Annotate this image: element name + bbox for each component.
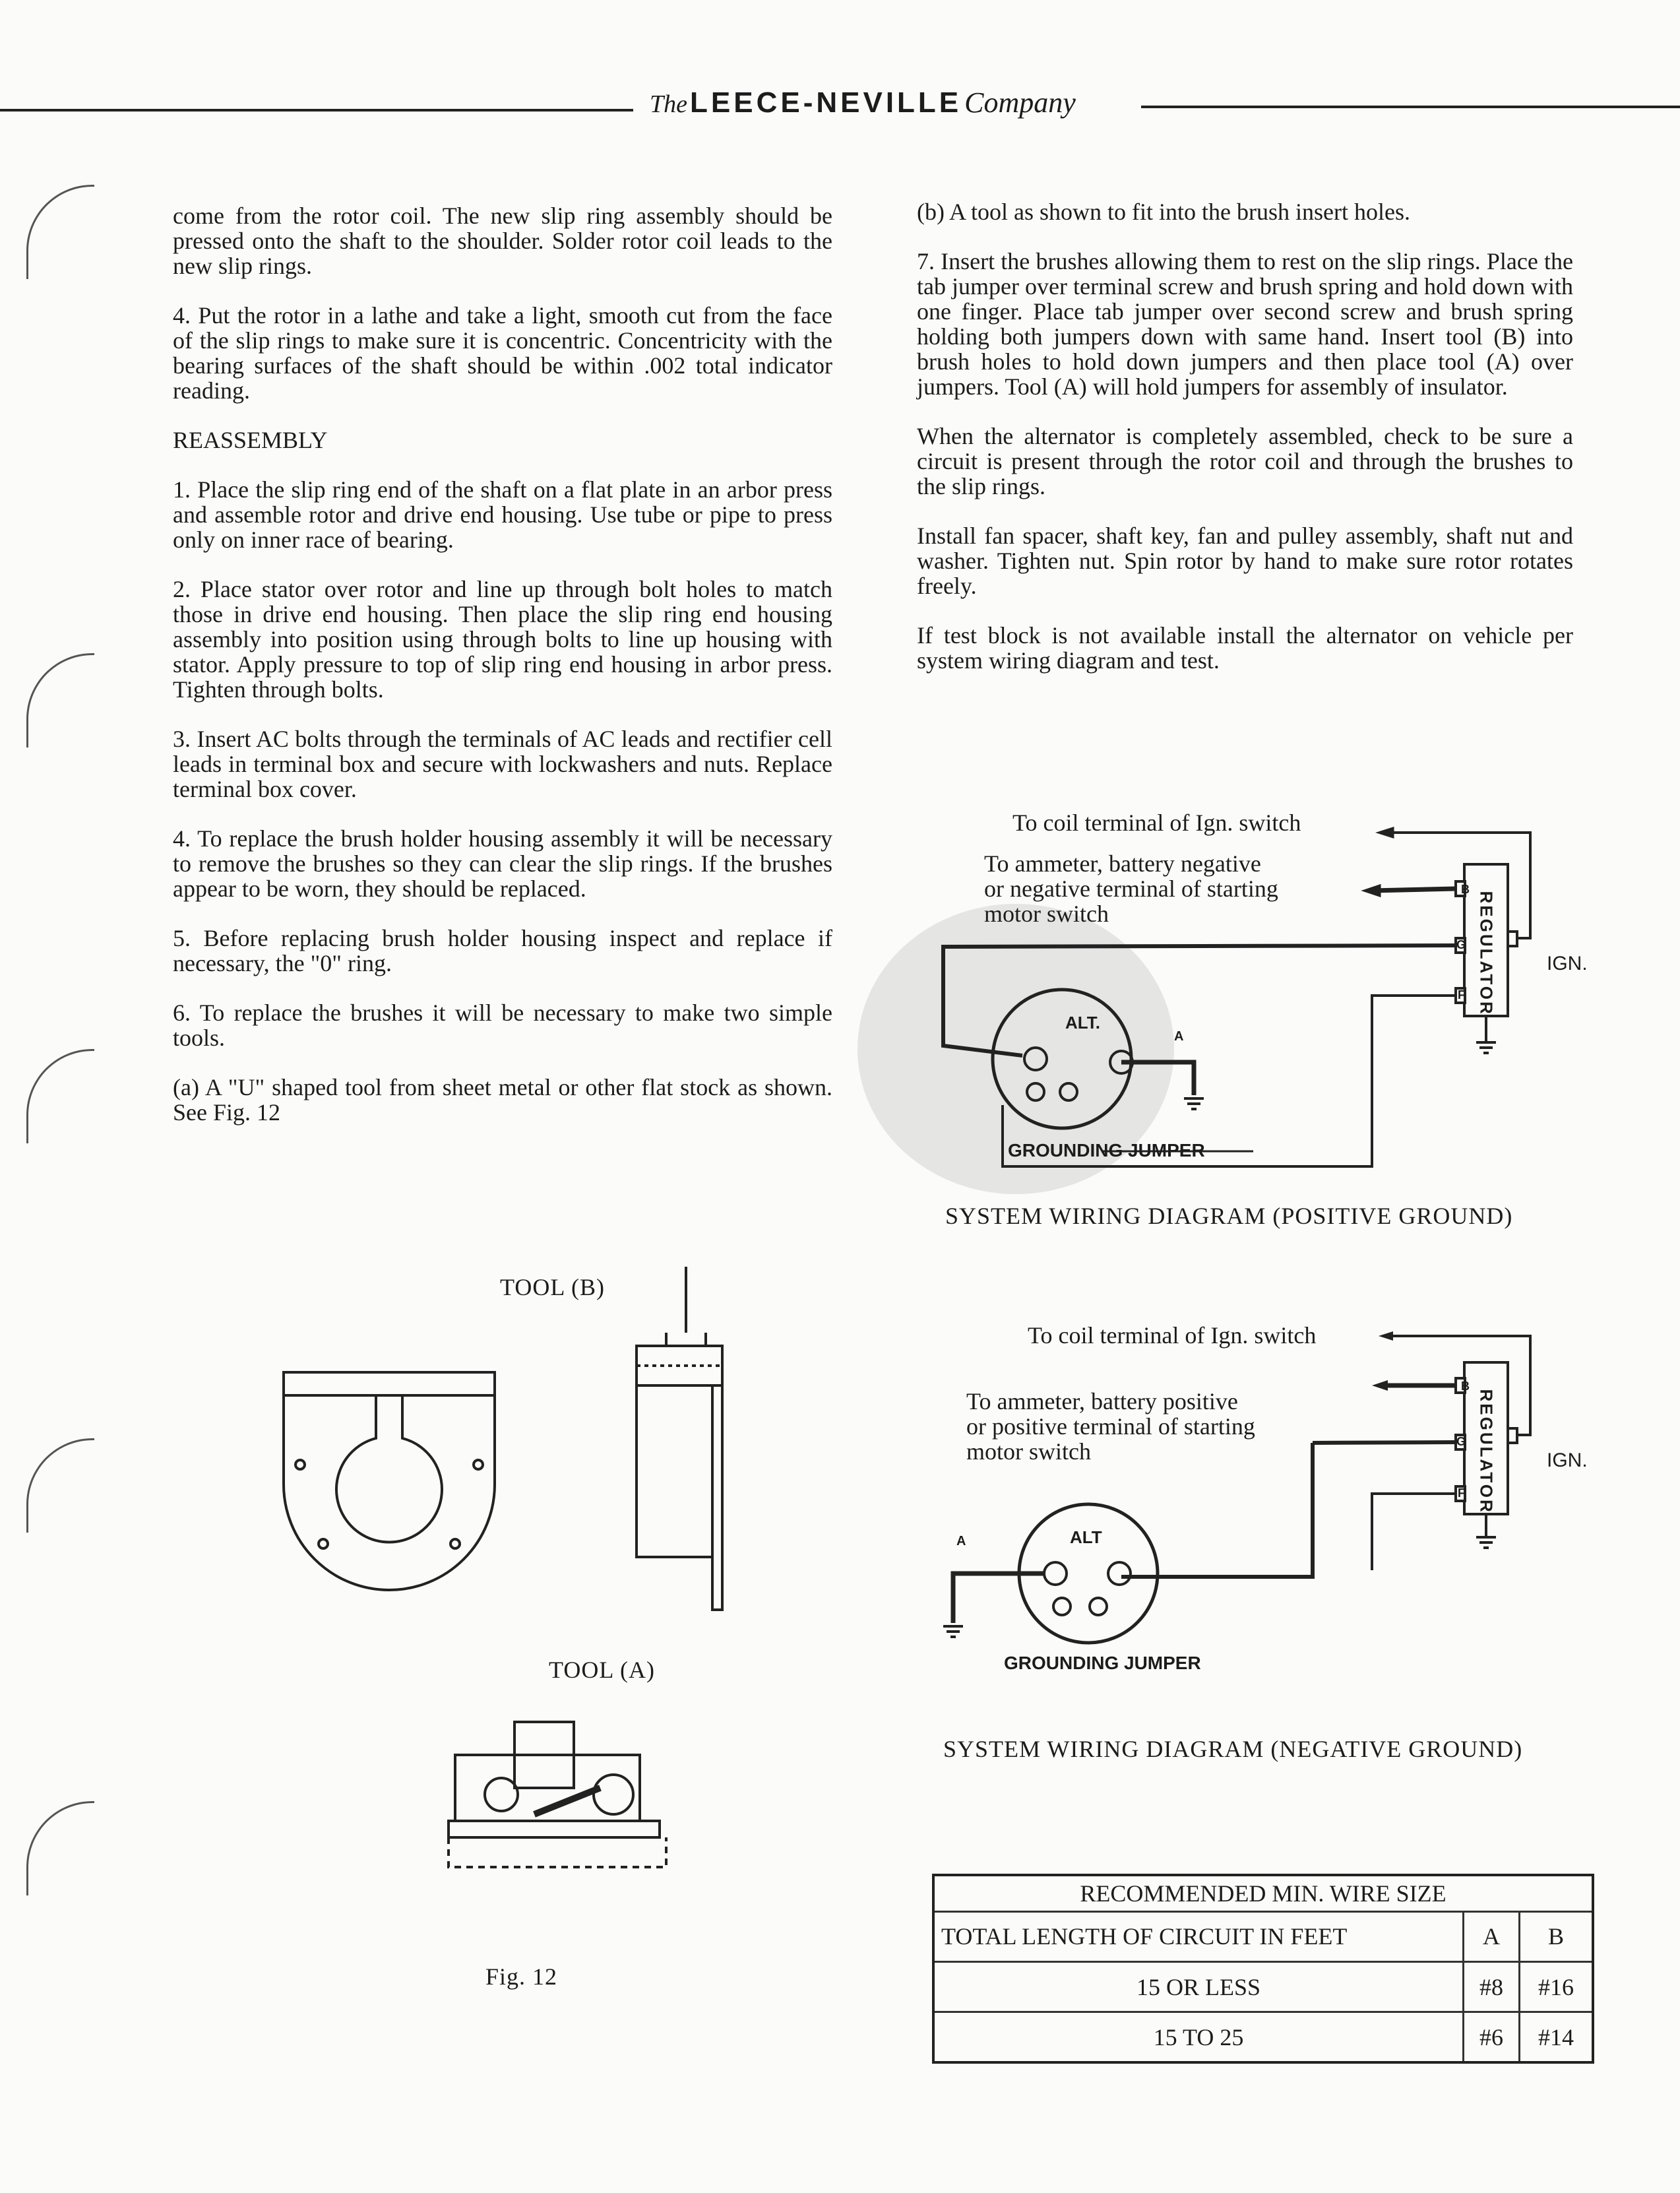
wiring-diagram-lines bbox=[923, 1310, 1609, 1679]
section-heading: REASSEMBLY bbox=[173, 427, 328, 453]
tool-b-drawing bbox=[627, 1254, 745, 1623]
terminal-g-label: G bbox=[1456, 938, 1466, 951]
ammeter-label-line1: To ammeter, battery negative bbox=[984, 850, 1261, 877]
alt-label: ALT bbox=[1070, 1527, 1102, 1547]
ammeter-label-line3: motor switch bbox=[966, 1438, 1091, 1465]
paragraph: 2. Place stator over rotor and line up through bolt holes to match those in drive end housing. Then place the slip ring end housing assembly into position using through bolts to line up housing with stator. Apply pressure to top of slip ring end housing in arbor press. Tighten through bolts. bbox=[173, 576, 832, 703]
binder-hole bbox=[26, 653, 94, 747]
table-cell-length: 15 TO 25 bbox=[933, 2012, 1464, 2062]
wiring-diagram-positive-ground bbox=[923, 792, 1609, 1201]
paragraph: 4. To replace the brush holder housing assembly it will be necessary to remove the brushes so they can clear the slip rings. If the brushes appear to be worn, they should be replaced. bbox=[173, 825, 832, 902]
tool-a-label: TOOL (A) bbox=[549, 1657, 655, 1683]
tool-b-label: TOOL (B) bbox=[500, 1274, 605, 1300]
header-rule-right bbox=[1141, 106, 1680, 108]
table-cell-length: 15 OR LESS bbox=[933, 1961, 1464, 2012]
table-cell-a: #6 bbox=[1464, 2012, 1520, 2062]
paragraph: come from the rotor coil. The new slip ring assembly should be pressed onto the shaft to the shoulder. Solder rotor coil leads to the new slip rings. bbox=[173, 203, 832, 279]
paragraph: (a) A "U" shaped tool from sheet metal or other flat stock as shown. See Fig. 12 bbox=[173, 1074, 832, 1126]
table-cell-b: #14 bbox=[1519, 2012, 1593, 2062]
terminal-b-label: B bbox=[1461, 1380, 1470, 1393]
binder-hole bbox=[26, 1801, 94, 1895]
terminal-g-label: G bbox=[1456, 1435, 1466, 1448]
table-header-b: B bbox=[1519, 1911, 1593, 1961]
ammeter-label-line3: motor switch bbox=[984, 901, 1109, 927]
regulator-label: REGULATOR bbox=[1476, 1389, 1497, 1514]
ammeter-label-line2: or positive terminal of starting bbox=[966, 1413, 1255, 1440]
header-rule-left bbox=[0, 109, 633, 111]
jumper-label: GROUNDING JUMPER bbox=[1008, 1140, 1205, 1160]
table-cell-a: #8 bbox=[1464, 1961, 1520, 2012]
regulator-label: REGULATOR bbox=[1476, 891, 1497, 1016]
table-row bbox=[933, 2012, 1593, 2062]
paragraph: 4. Put the rotor in a lathe and take a light, smooth cut from the face of the slip rings to make sure it is concentric. Concentricity with the bearing surfaces of the shaft should be within .002 total indicator reading. bbox=[173, 302, 832, 404]
tool-u-drawing bbox=[277, 1366, 501, 1616]
right-column bbox=[917, 199, 1573, 697]
ammeter-label-line1: To ammeter, battery positive bbox=[966, 1388, 1238, 1414]
positive-ground-caption: SYSTEM WIRING DIAGRAM (POSITIVE GROUND) bbox=[945, 1203, 1513, 1229]
header-company-name: LEECE-NEVILLE bbox=[690, 86, 962, 119]
table-header-a: A bbox=[1464, 1911, 1520, 1961]
binder-hole bbox=[26, 1049, 94, 1143]
paragraph: When the alternator is completely assembled, check to be sure a circuit is present through the rotor coil and through the brushes to the slip rings. bbox=[917, 423, 1573, 499]
paragraph: 1. Place the slip ring end of the shaft on a flat plate in an arbor press and assemble rotor and drive end housing. Use tube or pipe to press only on inner race of bearing. bbox=[173, 476, 832, 553]
binder-hole bbox=[26, 185, 94, 279]
terminal-a-label: A bbox=[1174, 1029, 1184, 1044]
ign-label: IGN. bbox=[1547, 953, 1588, 974]
coil-terminal-label: To coil terminal of Ign. switch bbox=[1012, 810, 1301, 836]
wire-size-table bbox=[932, 1874, 1594, 2064]
paragraph: 7. Insert the brushes allowing them to rest on the slip rings. Place the tab jumper over terminal screw and brush spring and hold down with one finger. Place tab jumper over second screw and brush spring holding both jumpers down with same hand. Insert tool (B) into brush holes to hold down jumpers and then place tool (A) over jumpers. Tool (A) will hold jumpers for assembly of insulator. bbox=[917, 248, 1573, 400]
table-row bbox=[933, 1961, 1593, 2012]
terminal-f-label: F bbox=[1458, 1486, 1465, 1500]
figure-caption: Fig. 12 bbox=[485, 1963, 558, 1990]
jumper-label: GROUNDING JUMPER bbox=[1004, 1653, 1201, 1673]
header-company: Company bbox=[964, 86, 1076, 119]
table-header-length: TOTAL LENGTH OF CIRCUIT IN FEET bbox=[933, 1911, 1464, 1961]
wiring-diagram-negative-ground bbox=[923, 1310, 1609, 1679]
left-column bbox=[173, 203, 832, 1149]
coil-terminal-label: To coil terminal of Ign. switch bbox=[1028, 1322, 1317, 1349]
table-title: RECOMMENDED MIN. WIRE SIZE bbox=[933, 1875, 1593, 1911]
terminal-f-label: F bbox=[1458, 988, 1465, 1001]
paragraph: 3. Insert AC bolts through the terminals of AC leads and rectifier cell leads in terminal box and secure with lockwashers and nuts. Replace terminal box cover. bbox=[173, 726, 832, 802]
ammeter-label-line2: or negative terminal of starting bbox=[984, 875, 1278, 902]
ign-label: IGN. bbox=[1547, 1449, 1588, 1471]
paragraph: Install fan spacer, shaft key, fan and pulley assembly, shaft nut and washer. Tighten nut. Spin rotor by hand to make sure rotor rotates freely. bbox=[917, 523, 1573, 599]
alt-label: ALT. bbox=[1065, 1013, 1100, 1033]
company-header bbox=[650, 86, 1131, 125]
paragraph: (b) A tool as shown to fit into the brush insert holes. bbox=[917, 199, 1410, 225]
paragraph: If test block is not available install the alternator on vehicle per system wiring diagram and test. bbox=[917, 622, 1573, 674]
binder-hole bbox=[26, 1438, 94, 1533]
paragraph: 6. To replace the brushes it will be necessary to make two simple tools. bbox=[173, 1000, 832, 1051]
table-cell-b: #16 bbox=[1519, 1961, 1593, 2012]
terminal-b-label: B bbox=[1461, 883, 1470, 896]
tool-a-drawing bbox=[422, 1715, 686, 1887]
paragraph: 5. Before replacing brush holder housing inspect and replace if necessary, the "0" ring. bbox=[173, 925, 832, 976]
terminal-a-label: A bbox=[956, 1534, 966, 1548]
header-the: The bbox=[650, 90, 687, 118]
negative-ground-caption: SYSTEM WIRING DIAGRAM (NEGATIVE GROUND) bbox=[943, 1736, 1523, 1762]
